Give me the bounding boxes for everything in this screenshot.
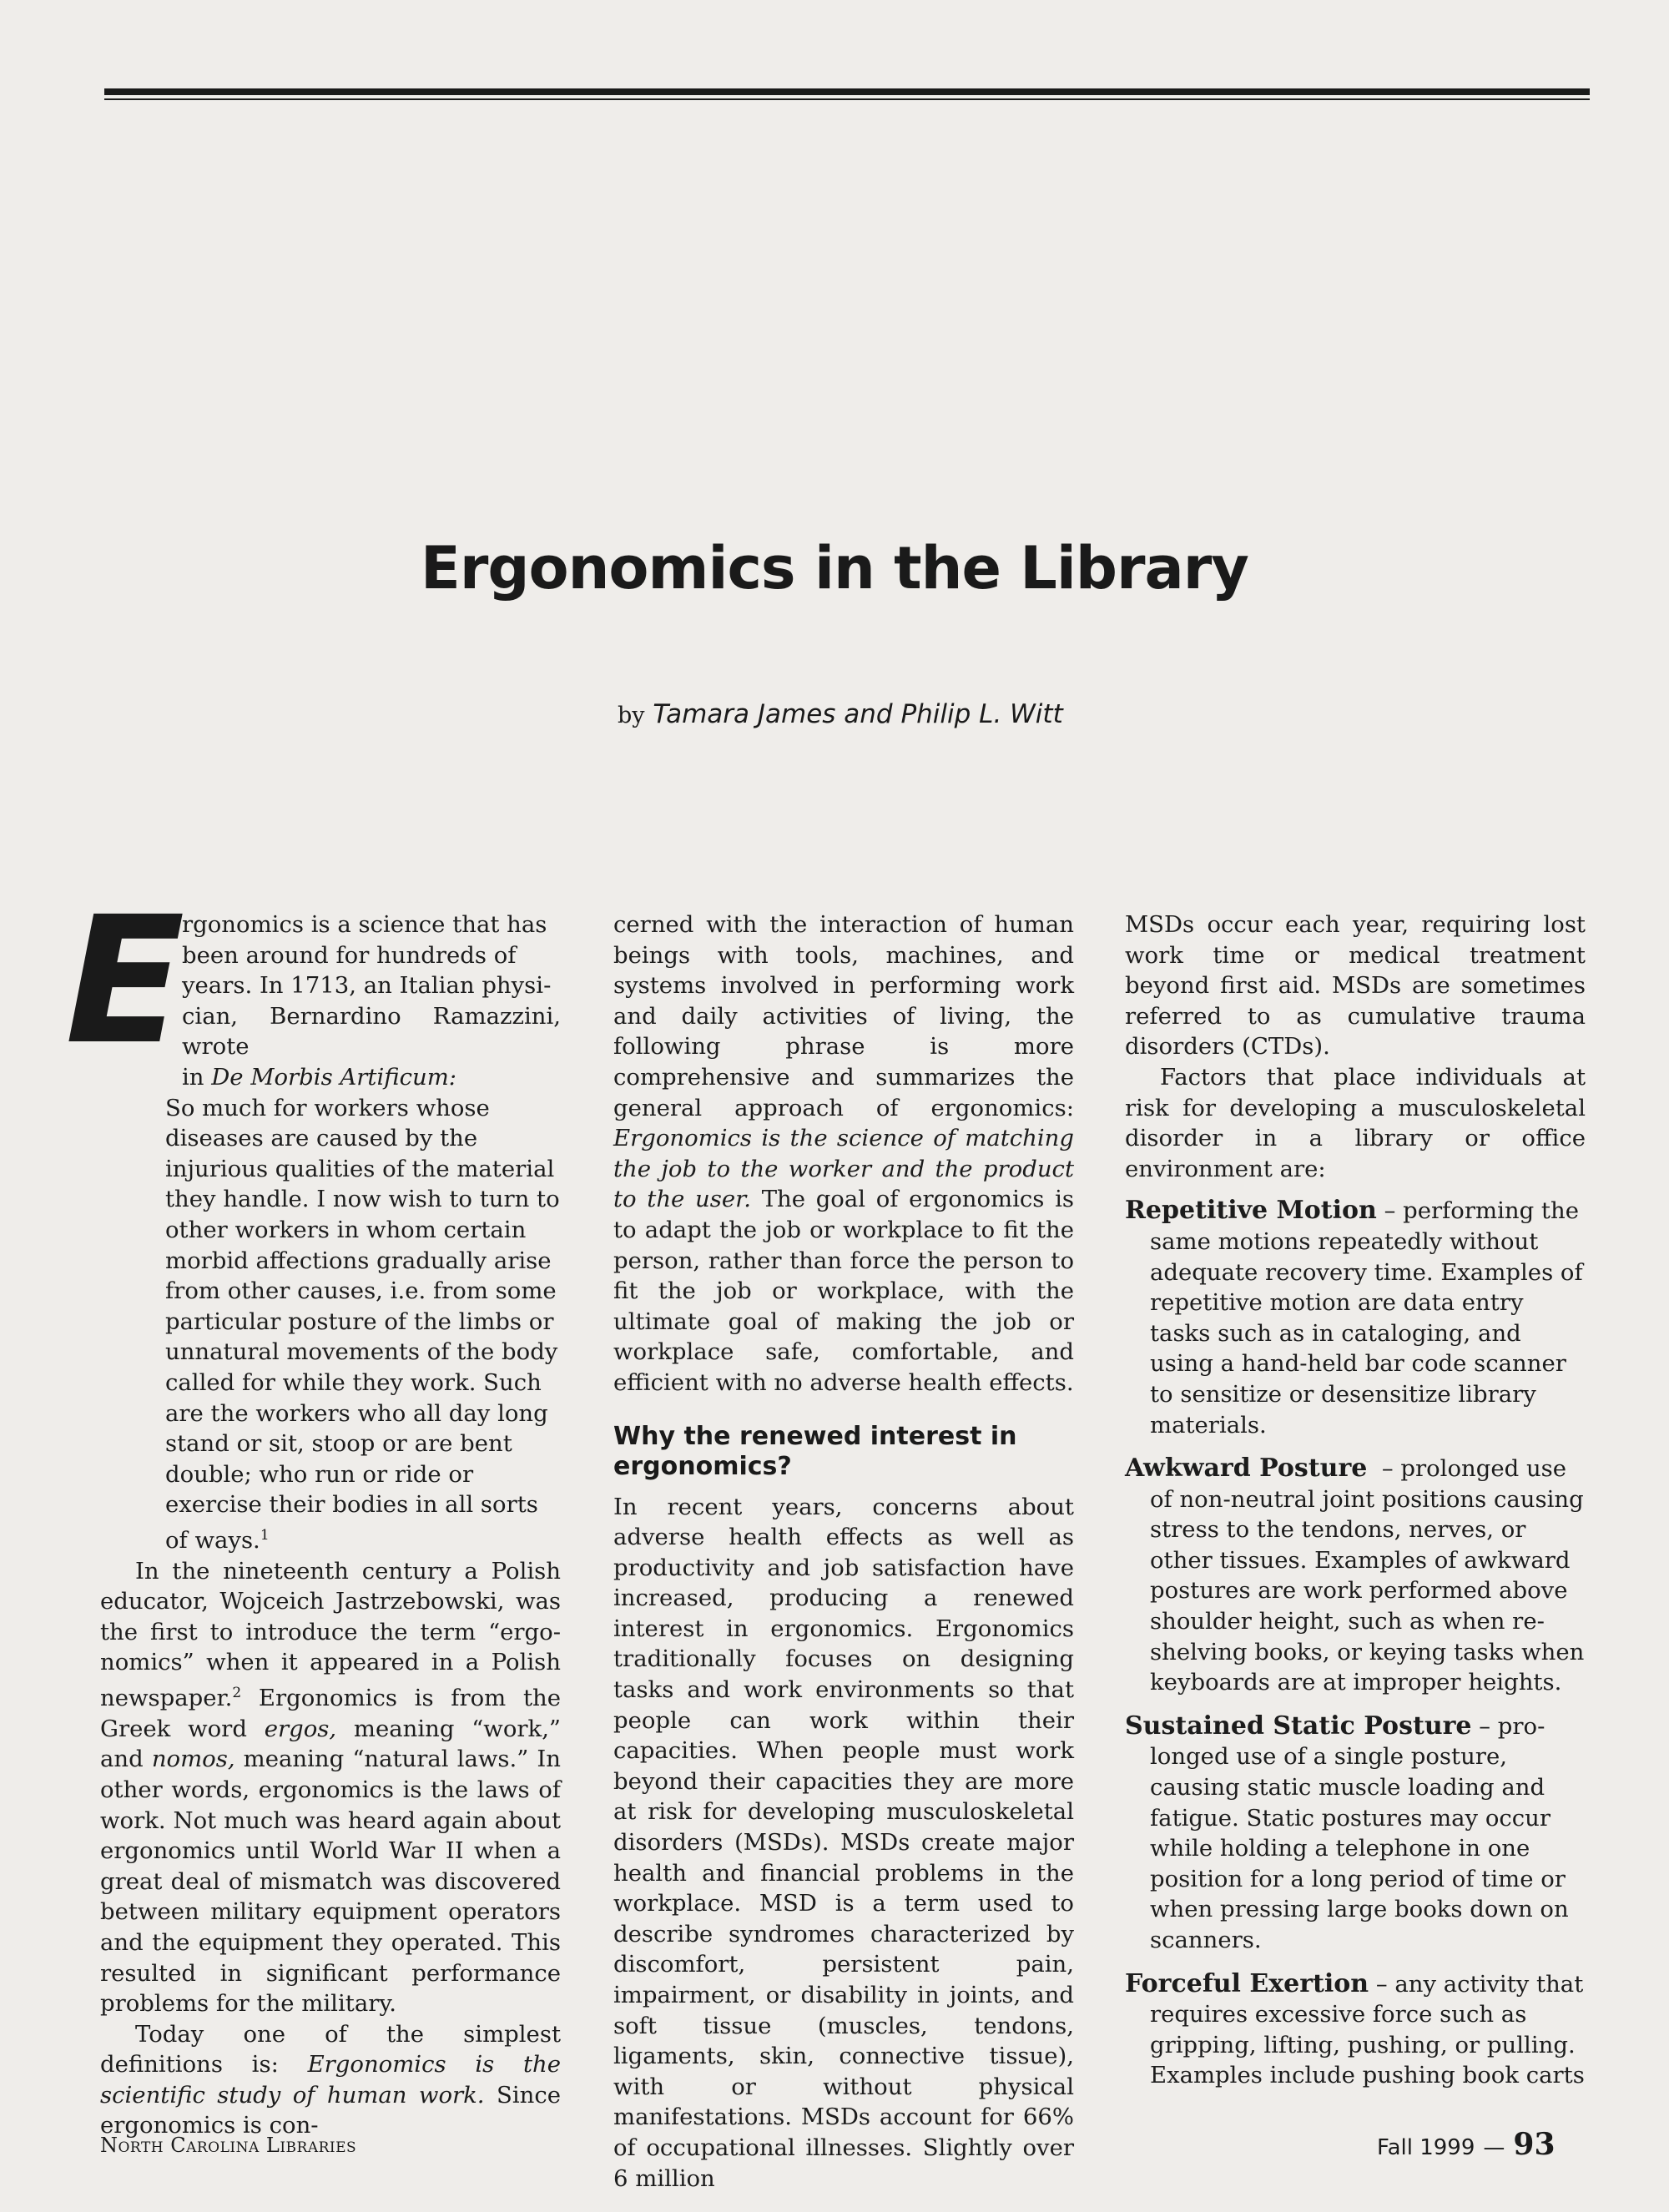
intro-paragraph [100,909,561,1093]
footnote-ref: 1 [260,1526,270,1544]
byline [618,699,1063,729]
risk-factor-term: Forceful Exertion [1125,1968,1369,1998]
article-title: Ergonomics in the Library [421,534,1248,602]
drop-cap: E [65,879,185,1083]
paragraph-text: Today one of the simplest definitions is: [100,2020,561,2078]
footer-dash: — [1483,2135,1505,2160]
term-italic: nomos, [151,1746,235,1773]
drop-line: been around for hundreds of [182,941,517,969]
header-rule-thin [104,98,1590,100]
body-paragraph: Factors that place individuals at risk for developing a musculoskeletal disorder in a library or office environment are: [1125,1063,1586,1182]
column-3 [1125,909,1586,2104]
byline-prefix: by [618,703,645,728]
footnote-ref: 2 [232,1685,242,1701]
intro-in: in [182,1063,212,1091]
body-paragraph [100,2019,561,2141]
definition-italic: Ergonomics is the science of matching the job to the worker and the product to the user. [613,1125,1074,1213]
definition-text: prolonged use [1400,1455,1567,1483]
bleed-through-texture [1127,117,1594,868]
block-quote [165,1093,561,1556]
paragraph-text: cerned with the interaction of human beings with tools, machines, and systems involved in performing work and daily activities of living, the following phrase is more comprehensive and summarizes the general approach of ergonomics: [613,911,1074,1121]
paragraph-text: The goal of ergonomics is to adapt the job or workplace to fit the person, rather than force the person to fit the job or workplace, with the ultimate goal of making the job or workplace safe, comfortable, and efficient with no adverse health effects. [613,1186,1075,1396]
column-2 [613,909,1074,2194]
risk-factor [1125,1454,1586,1698]
page-number: 93 [1513,2127,1556,2162]
bleed-through-texture [100,117,567,868]
risk-factor-definition: of non-neutral joint positions causing stress to the tendons, nerves, or other tissues. Examples of awkward postures are work performed above shoulder height, such as when re-shelving books, or keying tasks when keyboards are at improper heights. [1150,1485,1585,1696]
column-1 [100,909,561,2141]
term-italic: ergos, [264,1715,337,1742]
byline-authors: Tamara James and Philip L. Witt [653,699,1063,729]
separator: – [1369,1970,1395,1998]
definition-text: pro- [1497,1712,1545,1740]
page-footer [1377,2127,1556,2162]
risk-factor-term: Repetitive Motion [1125,1196,1377,1226]
drop-line: rgonomics is a science that has [182,911,547,938]
risk-factor-definition: longed use of a single posture, causing static muscle loading and fatigue. Static postures may occur while holding a telephone in one position for a long period of time or when pressing large books down on scanners. [1150,1743,1569,1953]
drop-line [100,1062,561,1093]
separator: – [1471,1712,1498,1740]
header-rule-thick [104,88,1590,95]
paragraph-text: meaning “work,” and [100,1715,561,1773]
risk-factor-definition: requires excessive force such as gripping, lifting, pushing, or pulling. Examples include pushing book carts [1150,2001,1585,2089]
risk-factor [1125,1196,1586,1440]
quote-text: So much for workers whose diseases are caused by the injurious qualities of the material they handle. I now wish to turn to other workers in whom certain morbid affections gradually arise from other causes, i.e. from some particular posture of the limbs or unnatural movements of the body called for while they work. Such are the workers who all day long stand or sit, stoop or are bent double; who run or ride or exercise their bodies in all sorts of ways. [165,1094,560,1554]
bleed-through-texture [618,117,1085,701]
body-paragraph [100,1556,561,2019]
drop-line: cian, Bernardino Ramazzini, wrote [182,1002,561,1061]
separator: – [1367,1455,1401,1483]
journal-name [100,2134,356,2157]
paragraph-text: meaning “natural laws.” In other words, ergonomics is the laws of work. Not much was heard again about ergonomics until World War II when a great deal of mismatch was discovered between military equipment operators and the equipment they operated. This resulted in significant performance problems for the military. [100,1746,562,2018]
book-title: De Morbis Artificum: [211,1063,457,1091]
risk-factor [1125,1969,1586,2091]
paragraph-text: Ergonomics is from the Greek word [100,1685,561,1742]
risk-factor [1125,1711,1586,1956]
definition-text: performing the [1403,1197,1579,1225]
risk-factor-term: Awkward Posture [1125,1454,1368,1484]
body-paragraph [613,909,1074,1398]
body-paragraph: MSDs occur each year, requiring lost work time or medical treatment beyond first aid. MSDs are sometimes referred to as cumulative trauma disorders (CTDs). [1125,911,1586,1061]
journal-name-text: North Carolina Libraries [100,2134,357,2157]
drop-line: years. In 1713, an Italian physi- [182,972,552,1000]
body-paragraph: In recent years, concerns about adverse health effects as well as productivity and job satisfaction have increased, producing a renewed interest in ergonomics. Ergonomics traditionally focuses on designing tasks and work environments so that people can work within their capacities. When people must work beyond their capacities they are more at risk for developing musculoskeletal disorders (MSDs). MSDs create major health and financial problems in the workplace. MSD is a term used to describe syndromes characterized by discomfort, persistent pain, impairment, or disability in joints, and soft tissue (muscles, tendons, ligaments, skin, connective tissue), with or without physical manifestations. MSDs account for 66% of occupational illnesses. Slightly over 6 million [613,1493,1074,2192]
paragraph-text: In the nineteenth century a Polish educator, Wojceich Jastrzebowski, was the first to introduce the term “ergo-nomics” when it appeared in a Polish newspaper. [100,1557,561,1712]
section-heading: Why the renewed interest in ergonomics? [613,1421,1017,1481]
risk-factor-definition: same motions repeatedly without adequate recovery time. Examples of repetitive motion are data entry tasks such as in cataloging, and using a hand-held bar code scanner to sensitize or desensitize library materials. [1150,1227,1583,1439]
separator: – [1376,1197,1404,1225]
paragraph-text: Since ergonomics is con- [100,2081,562,2139]
definition-italic: Ergonomics is the scientific study of human work. [100,2051,562,2109]
risk-factor-term: Sustained Static Posture [1125,1711,1472,1741]
definition-text: any activity that [1394,1970,1584,1998]
issue-date: Fall 1999 [1377,2135,1475,2160]
